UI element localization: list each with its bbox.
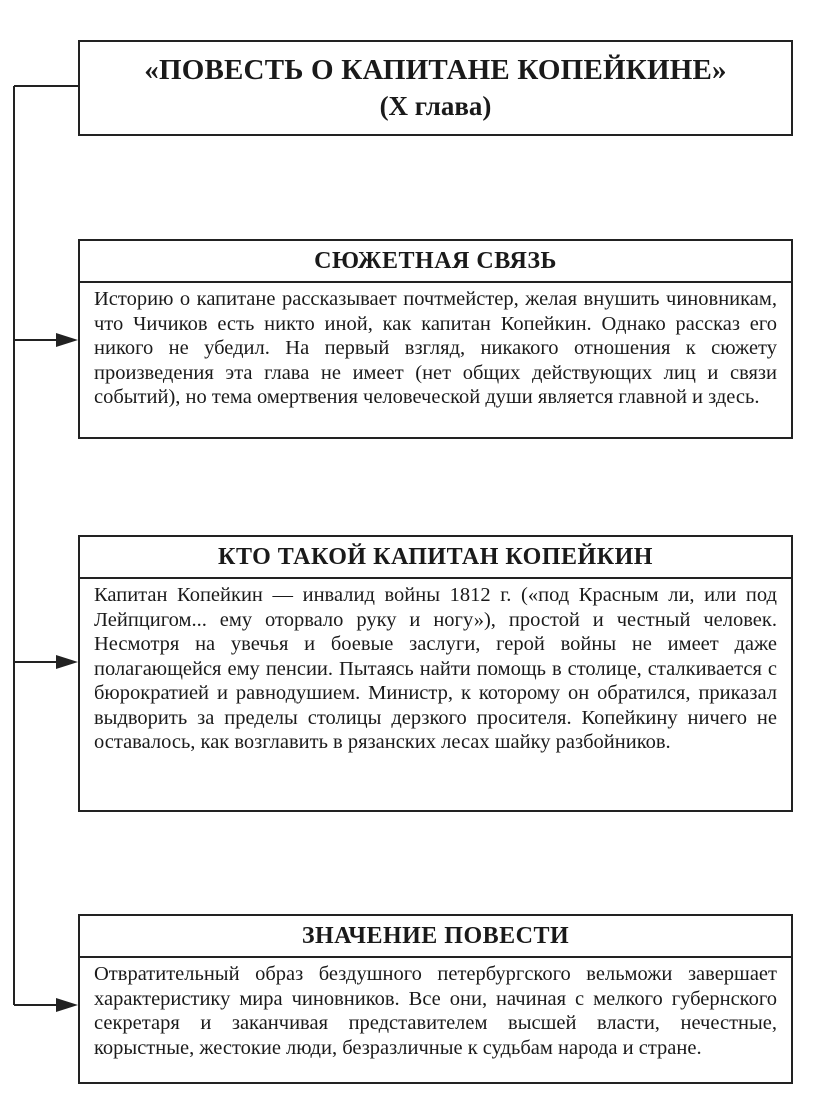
arrow-head-3 (56, 998, 78, 1012)
section-heading: КТО ТАКОЙ КАПИТАН КОПЕЙКИН (80, 537, 791, 579)
title-box (78, 40, 793, 136)
section-who-is-kopeikin (78, 535, 793, 812)
section-heading: ЗНАЧЕНИЕ ПОВЕСТИ (80, 916, 791, 958)
arrow-head-1 (56, 333, 78, 347)
section-story-meaning (78, 914, 793, 1084)
section-heading: СЮЖЕТНАЯ СВЯЗЬ (80, 241, 791, 283)
main-title: «ПОВЕСТЬ О КАПИТАНЕ КОПЕЙКИНЕ» (144, 54, 727, 86)
arrow-head-2 (56, 655, 78, 669)
section-plot-connection (78, 239, 793, 439)
section-text: Капитан Копейкин — инвалид войны 1812 г. («под Красным ли, или под Лейпцигом... ему оторвало руку и ногу»), простой и честный человек. Несмотря на увечья и боевые заслуги, герой войны не имеет даже полагающейся ему пенсии. Пытаясь найти помощь в столице, сталкивается с бюрократией и равнодушием. Министр, к которому он обратился, приказал выдворить за пределы столицы дерзкого просителя. Копейкину ничего не оставалось, как возглавить в рязанских лесах шайку разбойников. (94, 584, 777, 753)
section-text: Историю о капитане рассказывает почтмейстер, желая внушить чиновникам, что Чичиков есть никто иной, как капитан Копейкин. Однако рассказ его никого не убедил. На первый взгляд, никакого отношения к сюжету произведения эта глава не имеет (нет общих действующих лиц и связи событий), но тема омертвения человеческой души является главной и здесь. (94, 288, 777, 408)
chapter-subtitle: (X глава) (379, 91, 492, 121)
section-text: Отвратительный образ бездушного петербургского вельможи завершает характеристику мира чиновников. Все они, начиная с мелкого губернского секретаря и заканчивая представителем высшей власти, нечестные, корыстные, жестокие люди, безразличные к судьбам народа и стране. (94, 963, 777, 1059)
